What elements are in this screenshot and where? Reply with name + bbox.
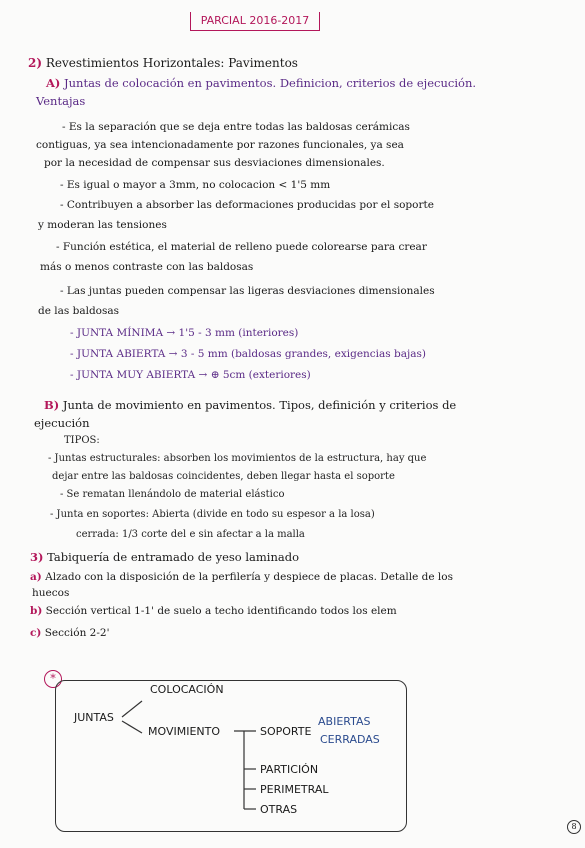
text-line: - Se rematan llenándolo de material elástico [60,489,285,500]
section-3-item: huecos [32,587,70,599]
section-3-title: Tabiquería de entramado de yeso laminado [47,550,300,564]
text-line: por la necesidad de compensar sus desviaciones dimensionales. [44,157,385,169]
text-line: más o menos contraste con las baldosas [40,261,254,273]
section-3-heading [30,550,299,564]
text-line: - Junta en soportes: Abierta (divide en todo su espesor a la losa) [50,509,375,520]
section-3-item [30,604,397,618]
section-2-number: 2) [28,56,43,70]
text-line: cerrada: 1/3 corte del e sin afectar a la malla [76,529,305,540]
diagram-colocacion: COLOCACIÓN [150,683,224,696]
text-line: dejar entre las baldosas coincidentes, deben llegar hasta el soporte [52,471,395,482]
section-2a-label: A) [46,76,61,90]
item-text: Sección 2-2' [44,627,110,639]
arrow-right-icon: → [168,348,181,360]
junta-type-name: - JUNTA ABIERTA [70,348,166,360]
junta-type-value: ⊕ 5cm (exteriores) [210,369,311,381]
section-2a-heading-text: Juntas de colocación en pavimentos. Definicion, criterios de ejecución. [64,76,477,90]
diagram-connectors [56,681,406,831]
section-3-number: 3) [30,550,44,564]
section-2b-heading [44,398,456,412]
diagram-otras: OTRAS [260,803,298,816]
diagram-root: JUNTAS [74,711,114,724]
section-2b-label: B) [44,398,60,412]
tipos-label: TIPOS: [64,435,100,446]
item-label: a) [30,571,42,583]
text-line: - Las juntas pueden compensar las ligeras desviaciones dimensionales [60,285,435,297]
section-2-title: Revestimientos Horizontales: Pavimentos [45,56,298,70]
text-line: de las baldosas [38,305,120,317]
diagram-soporte: SOPORTE [260,725,312,738]
section-2b-heading-text: Junta de movimiento en pavimentos. Tipos, definición y criterios de [62,398,457,412]
junta-type-value: 3 - 5 mm (baldosas grandes, exigencias bajas) [180,348,426,360]
junta-type-row [70,347,426,361]
item-label: b) [30,605,43,617]
juntas-diagram [55,680,407,832]
page-number: 8 [567,820,581,834]
text-line: - Es la separación que se deja entre todas las baldosas cerámicas [62,121,410,133]
section-3-item [30,626,109,640]
arrow-right-icon: → [166,327,179,339]
text-line: - Contribuyen a absorber las deformaciones producidas por el soporte [60,199,434,211]
diagram-movimiento: MOVIMIENTO [148,725,221,738]
section-2-heading [28,56,298,70]
junta-type-name: - JUNTA MUY ABIERTA [70,369,196,381]
diagram-abiertas: ABIERTAS [318,715,371,728]
text-line: contiguas, ya sea intencionadamente por razones funcionales, ya sea [36,139,404,151]
arrow-right-icon: → [198,369,211,381]
junta-type-name: - JUNTA MÍNIMA [70,327,164,339]
page-title: PARCIAL 2016-2017 [190,12,320,31]
text-line: - Juntas estructurales: absorben los movimientos de la estructura, hay que [48,453,427,464]
text-line: y moderan las tensiones [38,219,167,231]
text-line: - Es igual o mayor a 3mm, no colocacion < 1'5 mm [60,179,331,191]
diagram-cerradas: CERRADAS [320,733,380,746]
item-text: Sección vertical 1-1' de suelo a techo identificando todos los elem [45,605,397,617]
section-3-item [30,570,453,584]
item-label: c) [30,627,42,639]
text-line: - Función estética, el material de relleno puede colorearse para crear [56,241,427,253]
junta-type-value: 1'5 - 3 mm (interiores) [178,327,299,339]
junta-type-row [70,368,311,382]
diagram-particion: PARTICIÓN [260,763,319,776]
junta-type-row [70,326,298,340]
diagram-perimetral: PERIMETRAL [260,783,329,796]
section-2a-heading [46,76,476,90]
star-marker: * [44,670,62,688]
item-text: Alzado con la disposición de la perfilería y despiece de placas. Detalle de los [45,571,454,583]
section-2a-heading-cont: Ventajas [36,94,86,108]
section-2b-heading-cont: ejecución [34,416,90,430]
